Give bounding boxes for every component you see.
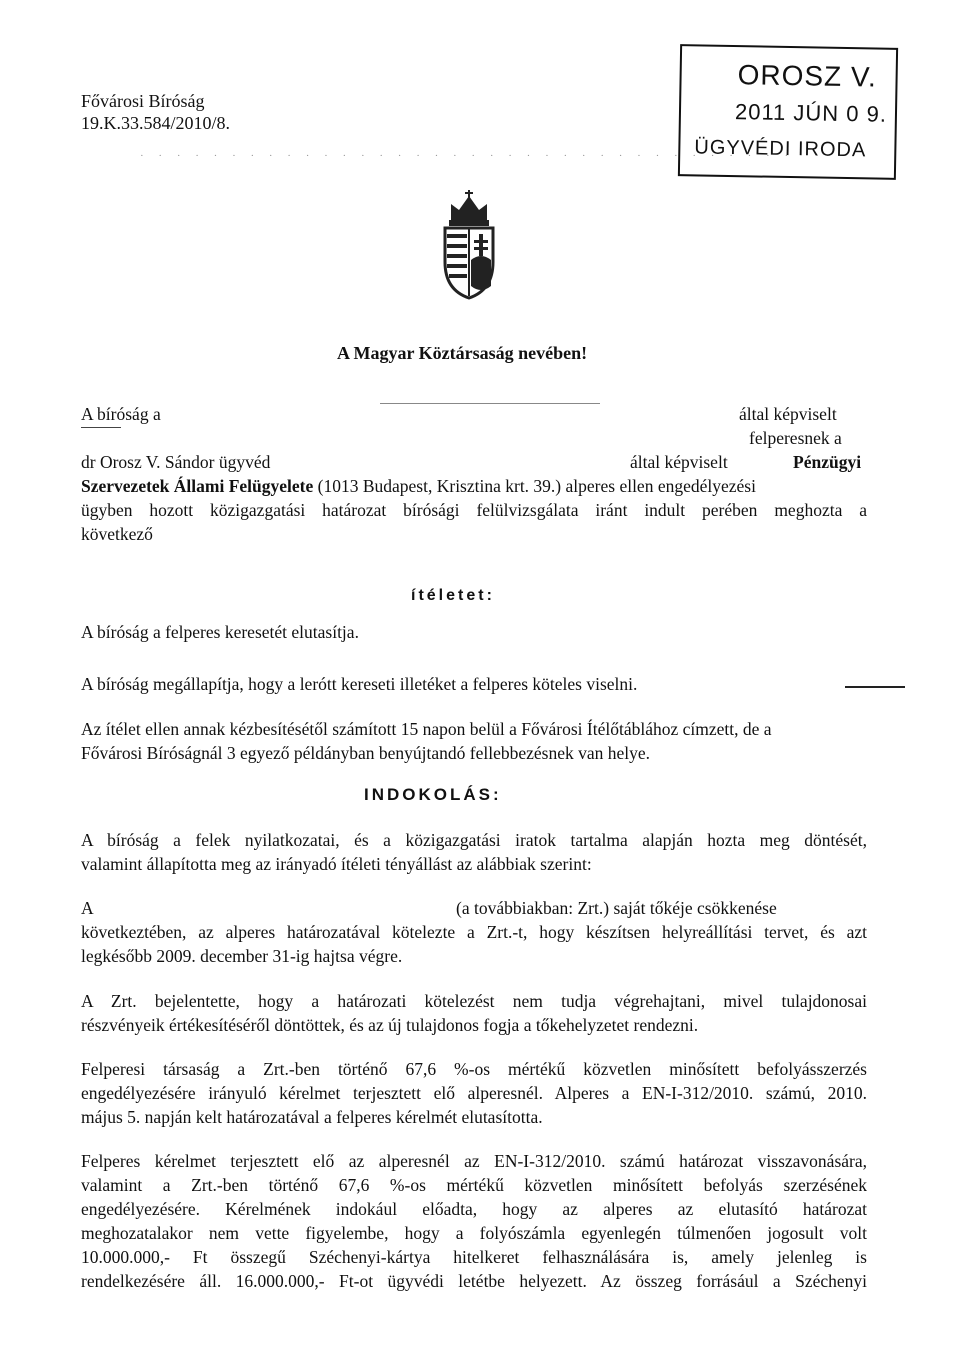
ruling-3-line-2: Fővárosi Bíróságnál 3 egyező példányban benyújtandó fellebbezésnek van helye. xyxy=(81,743,651,763)
redaction-mark xyxy=(81,427,121,428)
court-name: Fővárosi Bíróság xyxy=(81,91,205,111)
defendant-address: (1013 Budapest, Krisztina krt. 39.) alperes ellen engedélyezési xyxy=(317,476,756,496)
paragraph-5-line-6: rendelkezésére áll. 16.000.000,- Ft-ot ügyvédi letétbe helyezett. Az összeg forrásául a Széchenyi xyxy=(81,1271,867,1291)
reasoning-heading: INDOKOLÁS: xyxy=(364,785,502,804)
intro-line-1-left: A bíróság a xyxy=(81,404,161,424)
paragraph-4-line-1: Felperesi társaság a Zrt.-ben történő 67,6 %-os mértékű közvetlen minősített befolyásszerzés xyxy=(81,1059,867,1079)
paragraph-5-line-3: engedélyezésére. Kérelmének indokául előadta, hogy az alperes az elutasító határozat xyxy=(81,1199,867,1219)
defendant-name-start: Pénzügyi xyxy=(793,452,862,472)
ruling-1: A bíróság a felperes keresetét elutasítja. xyxy=(81,622,359,642)
paragraph-1-line-2: valamint állapította meg az irányadó ítéleti tényállást az alábbiak szerint: xyxy=(81,854,592,874)
intro-line-1-right: által képviselt xyxy=(739,404,837,424)
stamp-office: ÜGYVÉDI IRODA xyxy=(694,136,867,162)
paragraph-5-line-1: Felperes kérelmet terjesztett elő az alperesnél az EN-I-312/2010. számú határozat visszavonására, xyxy=(81,1151,867,1171)
intro-line-2-right: felperesnek a xyxy=(749,428,842,448)
paragraph-5-line-5: 10.000.000,- Ft összegű Széchenyi-kártya hitelkeret felhasználására is, amely jelenleg is xyxy=(81,1247,867,1267)
paragraph-2-line-1-right: (a továbbiakban: Zrt.) saját tőkéje csökkenése xyxy=(456,898,777,918)
verdict-heading: ítéletet: xyxy=(411,587,495,604)
case-number: 19.K.33.584/2010/8. xyxy=(81,113,231,133)
paragraph-2-line-2: következtében, az alperes határozatával kötelezte a Zrt.-t, hogy készítsen helyreállítási tervet, és azt xyxy=(81,922,867,942)
document-title: A Magyar Köztársaság nevében! xyxy=(337,343,588,363)
paragraph-3-line-1: A Zrt. bejelentette, hogy a határozati kötelezést nem tudja végrehajtani, mivel tulajdonosai xyxy=(81,991,867,1011)
paragraph-4-line-3: május 5. napján kelt határozatával a felperes kérelmét elutasította. xyxy=(81,1107,543,1127)
ruling-2: A bíróság megállapítja, hogy a lerótt kereseti illetéket a felperes köteles viselni. xyxy=(81,674,638,694)
paragraph-3-line-2: részvényeik értékesítéséről döntöttek, és az új tulajdonos fogja a tőkehelyzetet rendezni. xyxy=(81,1015,699,1035)
paragraph-2-line-3: legkésőbb 2009. december 31-ig hajtsa végre. xyxy=(81,946,403,966)
hungarian-coat-of-arms-icon xyxy=(437,190,501,300)
stamp-name: OROSZ V. xyxy=(737,59,878,93)
defendant-name: Szervezetek Állami Felügyelete xyxy=(81,476,314,496)
paragraph-5-line-4: meghozatalakor nem vette figyelembe, hogy a folyószámla egyenlegén túlmenően jogosult volt xyxy=(81,1223,867,1243)
redaction-mark xyxy=(380,403,600,404)
intro-line-3-left: dr Orosz V. Sándor ügyvéd xyxy=(81,452,271,472)
stamp-date: 2011 JÚN 0 9. xyxy=(734,99,888,127)
ruling-3-line-1: Az ítélet ellen annak kézbesítésétől számított 15 napon belül a Fővárosi Ítélőtáblához címzett, de a xyxy=(81,719,772,739)
paragraph-2-line-1-left: A xyxy=(81,898,94,918)
intro-line-6: következő xyxy=(81,524,153,544)
paragraph-4-line-2: engedélyezésére irányuló kérelmet terjesztett elő alperesnél. Alperes a EN-I-312/2010. számú, 2010. xyxy=(81,1083,867,1103)
intro-line-3-mid: által képviselt xyxy=(630,452,728,472)
intro-line-5: ügyben hozott közigazgatási határozat bírósági felülvizsgálata iránt indult perében meghozta a xyxy=(81,500,867,520)
paragraph-1-line-1: A bíróság a felek nyilatkozatai, és a közigazgatási iratok tartalma alapján hozta meg döntését, xyxy=(81,830,867,850)
scan-noise: · · · · · · · · · · · · · · · · · · · · · · · · · · · · · · · · · · · · xyxy=(140,150,795,162)
scan-line xyxy=(845,686,905,688)
paragraph-5-line-2: valamint a Zrt.-ben történő 67,6 %-os mértékű közvetlen minősített befolyás szerzésének xyxy=(81,1175,867,1195)
